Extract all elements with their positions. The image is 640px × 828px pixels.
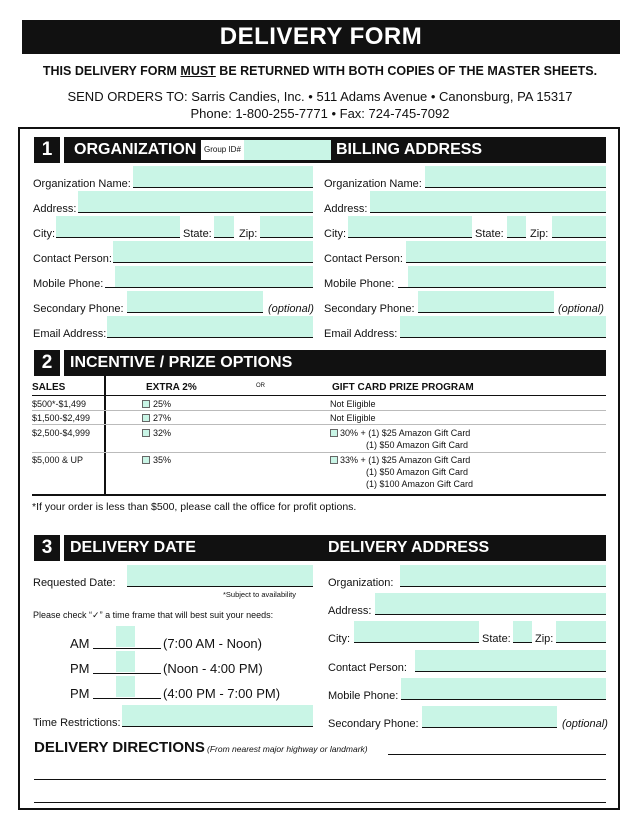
del-secondary-line — [422, 727, 557, 728]
bill-zip-label: Zip: — [530, 228, 549, 240]
row1-line — [32, 410, 606, 411]
directions-line-1[interactable] — [388, 754, 606, 755]
row1-extra: 25% — [153, 399, 172, 409]
group-id-box — [200, 139, 332, 161]
send-orders-block — [0, 88, 640, 122]
org-mobile-input[interactable] — [115, 266, 313, 287]
am-check-input[interactable] — [116, 626, 135, 647]
org-zip-label: Zip: — [239, 228, 258, 240]
org-address-line — [78, 212, 313, 213]
del-zip-line — [556, 642, 606, 643]
pm1-line — [93, 673, 161, 674]
pm1-label: PM — [70, 661, 90, 676]
row4-gift-line3: (1) $100 Amazon Gift Card — [366, 479, 474, 489]
del-mobile-line — [401, 699, 606, 700]
row4-gift-checkbox[interactable] — [330, 456, 338, 464]
org-name-label: Organization Name: — [33, 178, 131, 190]
notice-post: BE RETURNED WITH BOTH COPIES OF THE MASTER SHEETS. — [215, 64, 598, 78]
del-mobile-label: Mobile Phone: — [328, 690, 399, 702]
del-state-line — [513, 642, 532, 643]
row1-sales: $500*-$1,499 — [32, 399, 87, 409]
bill-org-name-line — [425, 187, 606, 188]
del-address-line — [375, 614, 606, 615]
org-contact-input[interactable] — [113, 241, 313, 262]
send-orders-address: SEND ORDERS TO: Sarris Candies, Inc. • 511 Adams Avenue • Canonsburg, PA 15317 — [67, 89, 573, 104]
org-contact-label: Contact Person: — [33, 253, 112, 265]
org-state-input[interactable] — [214, 216, 234, 237]
send-orders-phone: Phone: 1-800-255-7771 • Fax: 724-745-7092 — [190, 106, 450, 121]
bill-address-input[interactable] — [370, 191, 606, 212]
bill-city-input[interactable] — [348, 216, 472, 237]
del-contact-label: Contact Person: — [328, 662, 407, 674]
row4-extra: 35% — [153, 455, 172, 465]
timeframe-instruction: Please check “✓” a time frame that will best suit your needs: — [33, 610, 274, 620]
requested-date-line — [127, 586, 313, 587]
bill-secondary-optional: (optional) — [558, 303, 604, 315]
row3-gift-checkbox[interactable] — [330, 429, 338, 437]
delivery-address-heading: DELIVERY ADDRESS — [328, 539, 490, 556]
availability-note: *Subject to availability — [223, 590, 296, 599]
org-email-input[interactable] — [107, 316, 313, 337]
bill-email-label: Email Address: — [324, 328, 398, 340]
org-contact-line — [113, 262, 313, 263]
bill-zip-input[interactable] — [552, 216, 606, 237]
section3-number: 3 — [34, 535, 64, 561]
org-zip-input[interactable] — [260, 216, 313, 237]
group-id-label: Group ID# — [204, 145, 241, 154]
section1-number: 1 — [34, 137, 64, 163]
footnote: *If your order is less than $500, please call the office for profit options. — [32, 501, 357, 513]
bill-state-label: State: — [475, 228, 504, 240]
org-city-line — [56, 237, 180, 238]
notice-pre: THIS DELIVERY FORM — [42, 64, 181, 78]
am-range: (7:00 AM - Noon) — [163, 636, 262, 651]
table-header-line — [32, 395, 606, 396]
bill-contact-line — [406, 262, 606, 263]
am-line — [93, 648, 161, 649]
bill-city-line — [348, 237, 472, 238]
del-secondary-label: Secondary Phone: — [328, 718, 419, 730]
bill-secondary-line — [418, 312, 554, 313]
delivery-date-heading: DELIVERY DATE — [70, 539, 196, 556]
time-restrictions-input[interactable] — [122, 705, 313, 726]
col-gift-header: GIFT CARD PRIZE PROGRAM — [332, 382, 474, 393]
row2-extra-checkbox[interactable] — [142, 414, 150, 422]
del-city-line — [354, 642, 479, 643]
row2-line — [32, 424, 606, 425]
org-city-label: City: — [33, 228, 55, 240]
org-mobile-line — [105, 287, 313, 288]
bill-city-label: City: — [324, 228, 346, 240]
row1-extra-checkbox[interactable] — [142, 400, 150, 408]
del-org-label: Organization: — [328, 577, 394, 589]
del-state-input[interactable] — [513, 621, 532, 642]
bill-email-input[interactable] — [400, 316, 606, 337]
pm2-check-input[interactable] — [116, 676, 135, 697]
row4-extra-checkbox[interactable] — [142, 456, 150, 464]
pm2-label: PM — [70, 686, 90, 701]
page-title: DELIVERY FORM — [22, 20, 620, 54]
row2-gift: Not Eligible — [330, 413, 376, 423]
row4-sales: $5,000 & UP — [32, 455, 84, 465]
del-city-label: City: — [328, 633, 350, 645]
bill-secondary-input[interactable] — [418, 291, 554, 312]
org-state-line — [214, 237, 234, 238]
row3-gift-line1: 30% + (1) $25 Amazon Gift Card — [340, 428, 471, 438]
row4-gift-line2: (1) $50 Amazon Gift Card — [366, 467, 469, 477]
org-name-line — [133, 187, 313, 188]
del-org-line — [400, 586, 606, 587]
section2-number: 2 — [34, 350, 64, 376]
bill-mobile-label: Mobile Phone: — [324, 278, 395, 290]
del-contact-line — [415, 671, 606, 672]
group-id-input[interactable] — [244, 140, 331, 160]
row3-gift-line2: (1) $50 Amazon Gift Card — [366, 440, 469, 450]
bill-contact-label: Contact Person: — [324, 253, 403, 265]
bill-address-label: Address: — [324, 203, 368, 215]
section2-divider-vertical — [104, 376, 106, 496]
org-email-label: Email Address: — [33, 328, 107, 340]
del-address-label: Address: — [328, 605, 372, 617]
directions-subtitle: (From nearest major highway or landmark) — [207, 744, 368, 754]
del-org-input[interactable] — [400, 565, 606, 586]
pm1-check-input[interactable] — [116, 651, 135, 672]
pm1-range: (Noon - 4:00 PM) — [163, 661, 263, 676]
directions-heading: DELIVERY DIRECTIONS — [34, 739, 205, 756]
notice-must: MUST — [180, 64, 216, 78]
org-secondary-input[interactable] — [127, 291, 263, 312]
bill-org-name-input[interactable] — [425, 166, 606, 187]
row3-extra-checkbox[interactable] — [142, 429, 150, 437]
col-or-header: OR — [256, 383, 265, 389]
organization-heading: ORGANIZATION — [74, 141, 197, 158]
bill-org-name-label: Organization Name: — [324, 178, 422, 190]
org-email-line — [107, 337, 313, 338]
row2-sales: $1,500-$2,499 — [32, 413, 91, 423]
requested-date-input[interactable] — [127, 565, 313, 586]
row3-sales: $2,500-$4,999 — [32, 428, 91, 438]
bill-email-line — [400, 337, 606, 338]
directions-line-2[interactable] — [34, 779, 606, 780]
org-address-input[interactable] — [78, 191, 313, 212]
del-secondary-optional: (optional) — [562, 718, 608, 730]
org-secondary-label: Secondary Phone: — [33, 303, 124, 315]
org-mobile-label: Mobile Phone: — [33, 278, 104, 290]
bill-mobile-input[interactable] — [408, 266, 606, 287]
billing-heading: BILLING ADDRESS — [336, 141, 483, 158]
pm2-line — [93, 698, 161, 699]
org-name-input[interactable] — [133, 166, 313, 187]
row2-extra: 27% — [153, 413, 172, 423]
row3-line — [32, 452, 606, 453]
del-contact-input[interactable] — [415, 650, 606, 671]
pm2-range: (4:00 PM - 7:00 PM) — [163, 686, 281, 701]
row1-gift: Not Eligible — [330, 399, 376, 409]
return-notice — [0, 64, 640, 78]
col-sales-header: SALES — [32, 382, 66, 393]
time-restrictions-line — [122, 726, 313, 727]
del-zip-input[interactable] — [556, 621, 606, 642]
del-state-label: State: — [482, 633, 511, 645]
bill-contact-input[interactable] — [406, 241, 606, 262]
time-restrictions-label: Time Restrictions: — [33, 717, 121, 729]
org-city-input[interactable] — [56, 216, 180, 237]
requested-date-label: Requested Date: — [33, 577, 116, 589]
incentive-heading: INCENTIVE / PRIZE OPTIONS — [70, 354, 293, 371]
del-mobile-input[interactable] — [401, 678, 606, 699]
org-zip-line — [260, 237, 313, 238]
am-label: AM — [70, 636, 90, 651]
section2-bottom-line — [32, 494, 606, 496]
bill-mobile-line — [398, 287, 606, 288]
row3-extra: 32% — [153, 428, 172, 438]
org-secondary-line — [127, 312, 263, 313]
del-secondary-input[interactable] — [422, 706, 557, 727]
bill-address-line — [370, 212, 606, 213]
org-address-label: Address: — [33, 203, 77, 215]
del-city-input[interactable] — [354, 621, 479, 642]
org-secondary-optional: (optional) — [268, 303, 314, 315]
bill-state-line — [507, 237, 526, 238]
directions-line-3[interactable] — [34, 802, 606, 803]
del-address-input[interactable] — [375, 593, 606, 614]
row4-gift-line1: 33% + (1) $25 Amazon Gift Card — [340, 455, 471, 465]
bill-state-input[interactable] — [507, 216, 526, 237]
bill-zip-line — [552, 237, 606, 238]
del-zip-label: Zip: — [535, 633, 554, 645]
col-extra-header: EXTRA 2% — [146, 382, 197, 393]
org-state-label: State: — [183, 228, 212, 240]
bill-secondary-label: Secondary Phone: — [324, 303, 415, 315]
